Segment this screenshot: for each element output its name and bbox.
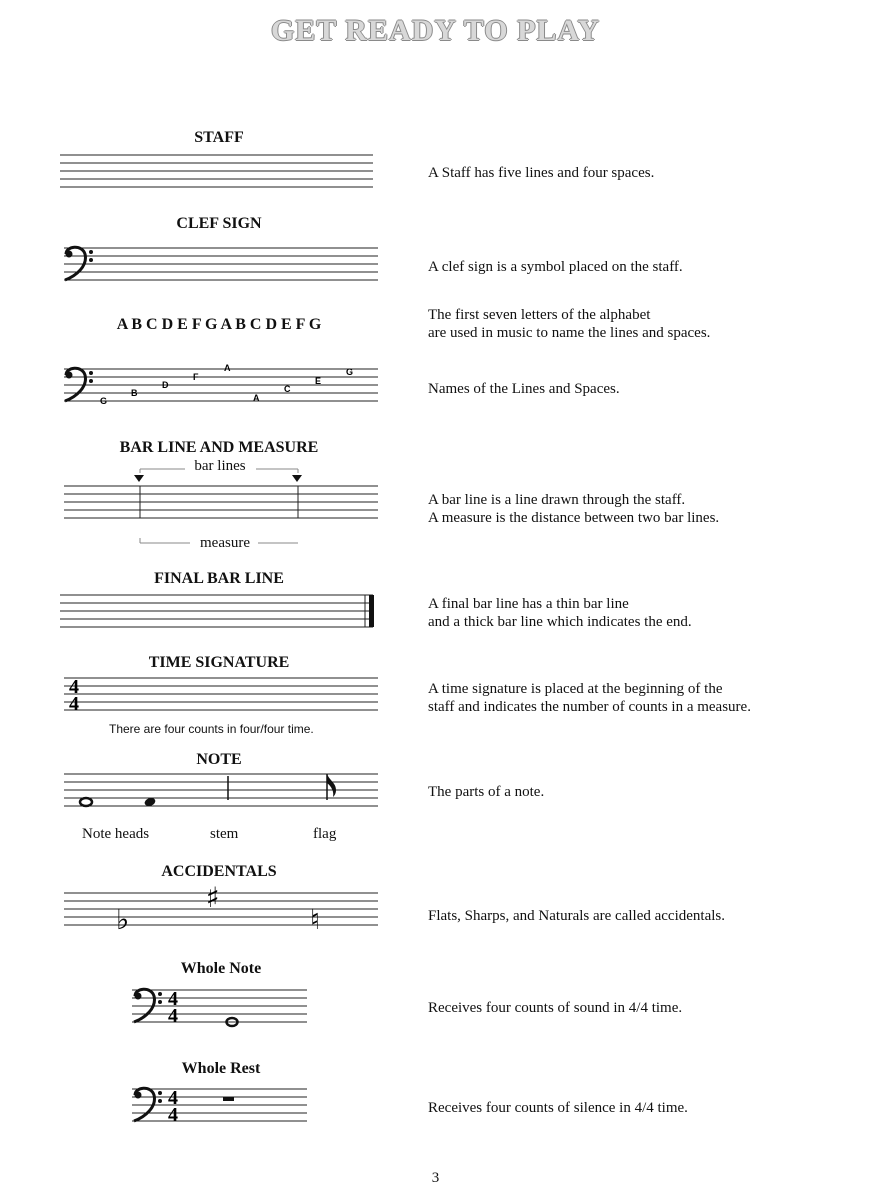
note-letter-g-low: G xyxy=(100,396,108,406)
whole-rest-heading: Whole Rest xyxy=(181,1060,261,1077)
whole-rest-staff xyxy=(130,1084,310,1126)
alphabet-heading: A B C D E F G A B C D E F G xyxy=(116,316,322,333)
bar-line-description-line-1: A bar line is a line drawn through the staff. xyxy=(428,492,686,508)
stem-label: stem xyxy=(210,826,239,842)
whole-note-heading: Whole Note xyxy=(180,960,262,977)
note-letter-b: B xyxy=(131,388,138,398)
whole-note-description: Receives four counts of sound in 4/4 time. xyxy=(428,1000,683,1016)
whole-rest-description: Receives four counts of silence in 4/4 time. xyxy=(428,1100,688,1116)
accidentals-staff xyxy=(60,881,380,936)
note-letter-g-high: G xyxy=(346,367,354,377)
note-heads-label: Note heads xyxy=(82,826,150,842)
natural-icon: ♮ xyxy=(310,903,321,936)
whole-note-staff xyxy=(130,985,310,1027)
thick-bar-line xyxy=(369,595,374,627)
note-heading: NOTE xyxy=(196,751,242,768)
time-signature-bottom: 4 xyxy=(69,693,79,715)
alphabet-description-line-2: are used in music to name the lines and spaces. xyxy=(428,325,711,341)
sharp-icon: ♯ xyxy=(206,881,220,914)
note-description: The parts of a note. xyxy=(428,784,545,800)
final-bar-line-staff xyxy=(60,592,380,634)
staff-description: A Staff has five lines and four spaces. xyxy=(428,165,655,181)
note-letter-e: E xyxy=(315,376,322,386)
flat-icon: ♭ xyxy=(116,903,130,936)
note-letter-a-high: A xyxy=(224,363,231,373)
clef-sign-heading: CLEF SIGN xyxy=(176,215,262,232)
accidentals-description: Flats, Sharps, and Naturals are called accidentals. xyxy=(428,908,725,924)
note-letter-c: C xyxy=(284,384,291,394)
open-note-head xyxy=(80,798,92,806)
measure-label: measure xyxy=(200,535,250,551)
clef-staff xyxy=(60,243,380,285)
staff-heading: STAFF xyxy=(194,129,244,146)
time-signature-staff xyxy=(60,674,380,716)
time-signature-caption: There are four counts in four/four time. xyxy=(109,722,314,736)
whole-rest-time-bottom: 4 xyxy=(168,1104,178,1126)
arrow-down-icon xyxy=(292,475,302,482)
page-title: GET READY TO PLAY xyxy=(270,14,601,47)
page-number: 3 xyxy=(431,1170,440,1186)
arrow-down-icon xyxy=(134,475,144,482)
bar-line-description-line-2: A measure is the distance between two bar lines. xyxy=(428,510,720,526)
accidentals-heading: ACCIDENTALS xyxy=(161,863,277,880)
bar-lines-label: bar lines xyxy=(194,458,246,474)
line-space-names-staff xyxy=(60,364,380,410)
clef-sign-description: A clef sign is a symbol placed on the staff. xyxy=(428,259,683,275)
time-signature-description-line-1: A time signature is placed at the beginning of the xyxy=(428,681,723,697)
note-letter-a-low: A xyxy=(253,393,260,403)
time-signature-description-line-2: staff and indicates the number of counts in a measure. xyxy=(428,699,751,715)
alphabet-description-line-1: The first seven letters of the alphabet xyxy=(428,307,651,323)
note-letter-f: F xyxy=(193,372,199,382)
time-signature-heading: TIME SIGNATURE xyxy=(148,654,290,671)
bar-line-heading: BAR LINE AND MEASURE xyxy=(119,439,319,456)
time-signature-top: 4 xyxy=(69,676,79,698)
whole-rest-icon xyxy=(223,1097,234,1101)
note-letter-d: D xyxy=(162,380,169,390)
whole-note-time-bottom: 4 xyxy=(168,1005,178,1027)
whole-note-time-top: 4 xyxy=(168,988,178,1010)
final-bar-line-heading: FINAL BAR LINE xyxy=(154,570,284,587)
final-bar-line-description-line-1: A final bar line has a thin bar line xyxy=(428,596,629,612)
final-bar-line-description-line-2: and a thick bar line which indicates the end. xyxy=(428,614,692,630)
note-parts-staff xyxy=(60,770,380,812)
staff-diagram xyxy=(60,150,375,192)
whole-rest-time-top: 4 xyxy=(168,1087,178,1109)
names-description: Names of the Lines and Spaces. xyxy=(428,381,620,397)
flag-icon xyxy=(327,774,336,797)
flag-label: flag xyxy=(313,826,337,842)
